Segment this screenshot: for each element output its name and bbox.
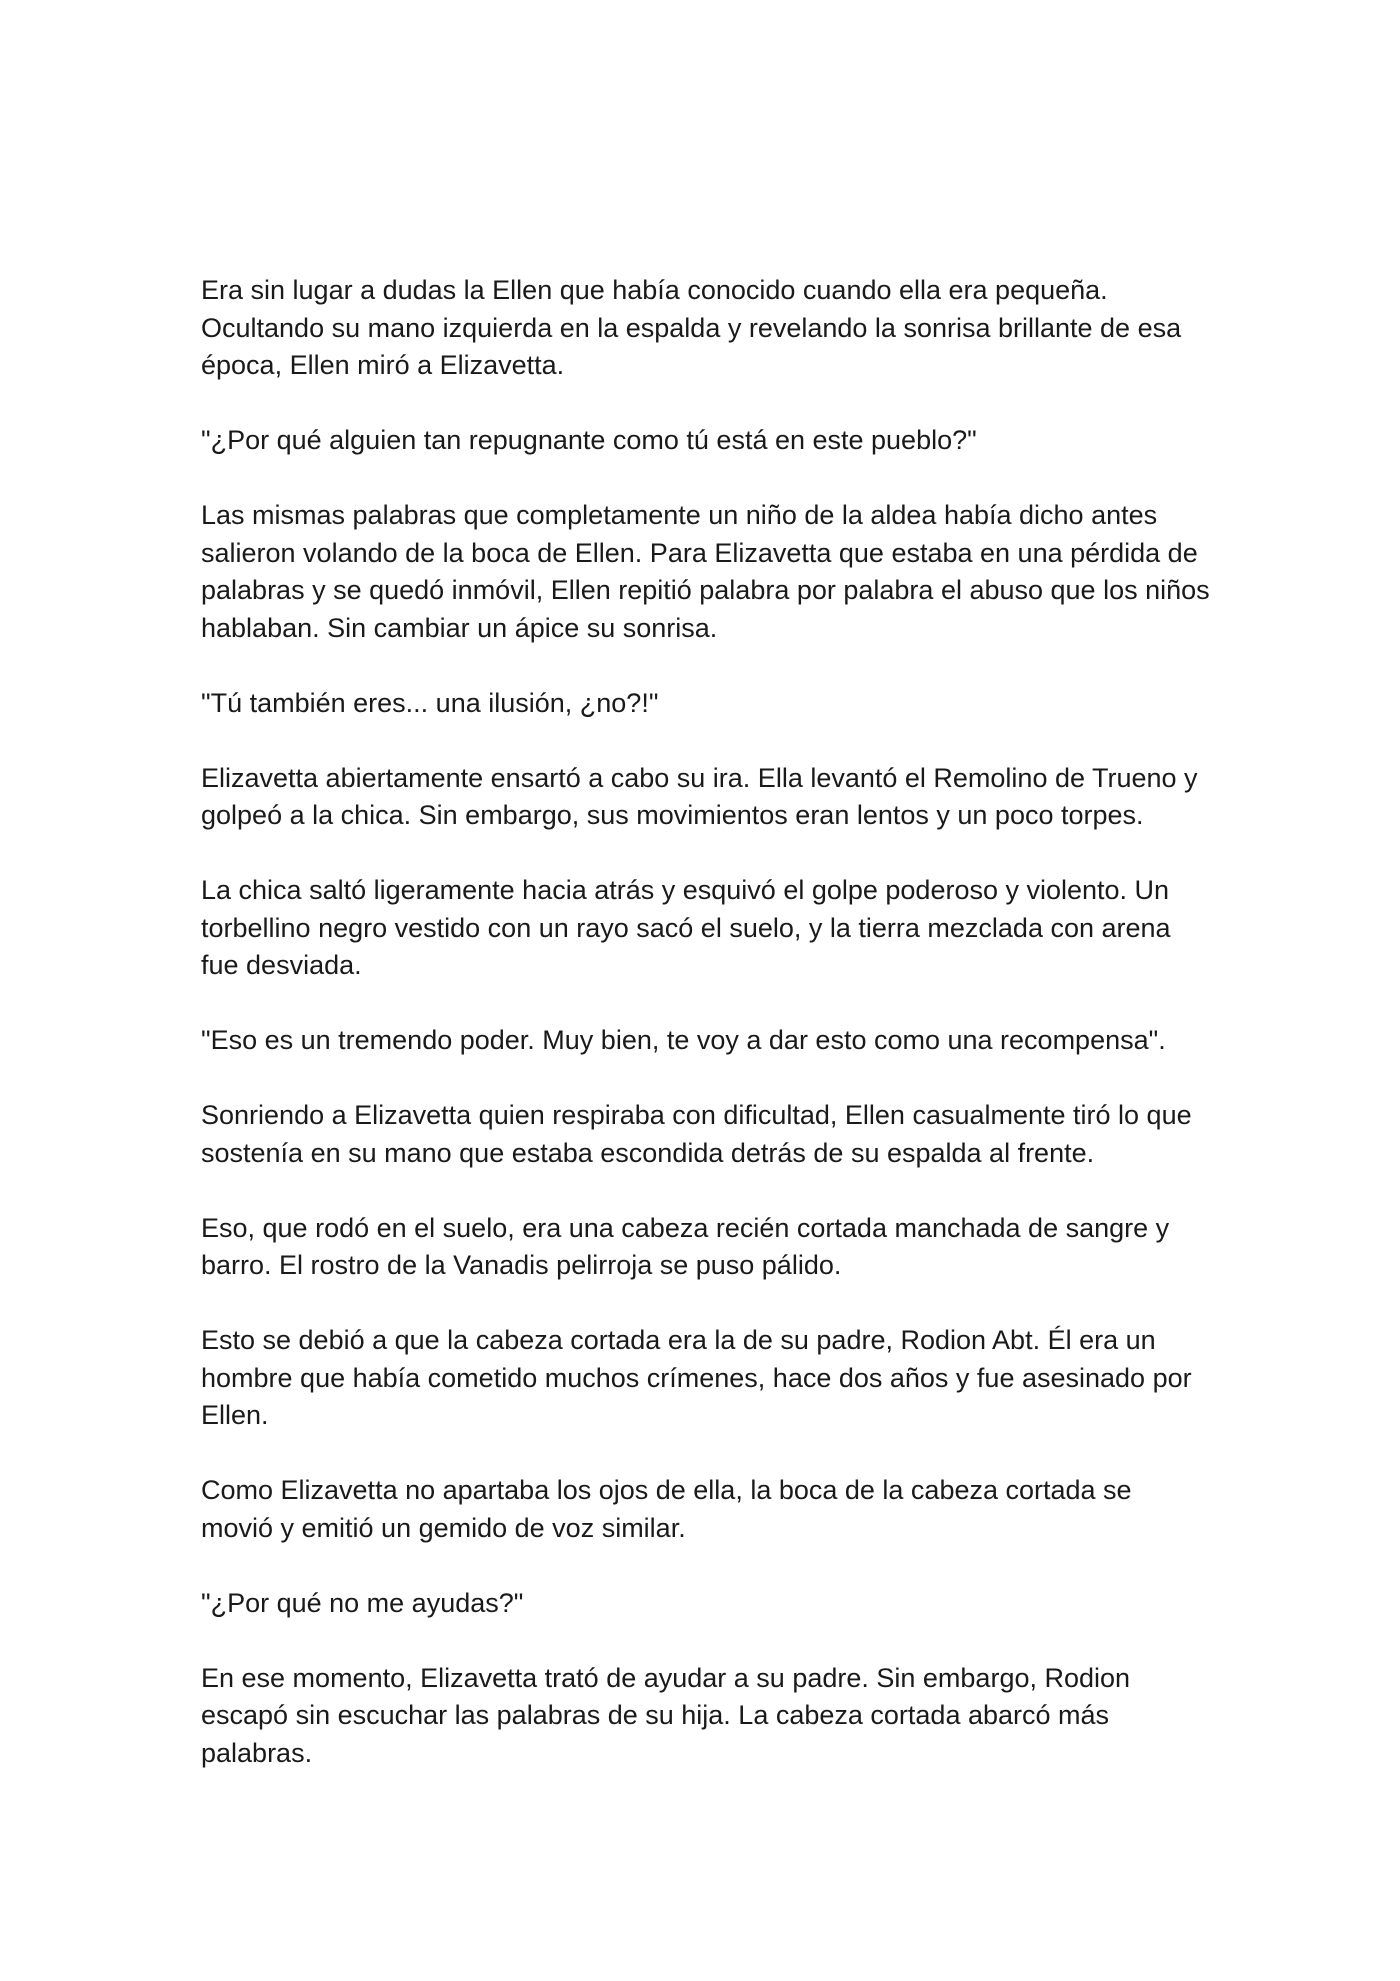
paragraph-1: Era sin lugar a dudas la Ellen que había conocido cuando ella era pequeña. Ocultando su mano izquierda en la espalda y revelando la sonrisa brillante de esa época, Ellen miró a Elizavetta. xyxy=(201,275,1182,380)
paragraph-8: Sonriendo a Elizavetta quien respiraba con dificultad, Ellen casualmente tiró lo que sostenía en su mano que estaba escondida detrás de su espalda al frente. xyxy=(201,1100,1192,1168)
paragraph-4: "Tú también eres... una ilusión, ¿no?!" xyxy=(201,687,659,718)
paragraph-6: La chica saltó ligeramente hacia atrás y esquivó el golpe poderoso y violento. Un torbellino negro vestido con un rayo sacó el suelo, y la tierra mezclada con arena fue desviada. xyxy=(201,875,1171,980)
paragraph-7: "Eso es un tremendo poder. Muy bien, te voy a dar esto como una recompensa". xyxy=(201,1025,1166,1055)
document-body xyxy=(201,272,1211,1772)
paragraph-9: Eso, que rodó en el suelo, era una cabeza recién cortada manchada de sangre y barro. El rostro de la Vanadis pelirroja se puso pálido. xyxy=(201,1212,1170,1280)
paragraph-13: En ese momento, Elizavetta trató de ayudar a su padre. Sin embargo, Rodion escapó sin escuchar las palabras de su hija. La cabeza cortada abarcó más palabras. xyxy=(201,1662,1131,1768)
paragraph-2: "¿Por qué alguien tan repugnante como tú está en este pueblo?" xyxy=(201,425,977,455)
paragraph-5: Elizavetta abiertamente ensartó a cabo su ira. Ella levantó el Remolino de Trueno y golpeó a la chica. Sin embargo, sus movimientos eran lentos y un poco torpes. xyxy=(201,762,1198,830)
paragraph-10: Esto se debió a que la cabeza cortada era la de su padre, Rodion Abt. Él era un hombre que había cometido muchos crímenes, hace dos años y fue asesinado por Ellen. xyxy=(201,1325,1192,1430)
paragraph-12: "¿Por qué no me ayudas?" xyxy=(201,1587,524,1618)
paragraph-3: Las mismas palabras que completamente un niño de la aldea había dicho antes salieron volando de la boca de Ellen. Para Elizavetta que estaba en una pérdida de palabras y se quedó inmóvil, Ellen repitió palabra por palabra el abuso que los niños hablaban. Sin cambiar un ápice su sonrisa. xyxy=(201,500,1210,643)
paragraph-11: Como Elizavetta no apartaba los ojos de ella, la boca de la cabeza cortada se movió y emitió un gemido de voz similar. xyxy=(201,1475,1132,1543)
